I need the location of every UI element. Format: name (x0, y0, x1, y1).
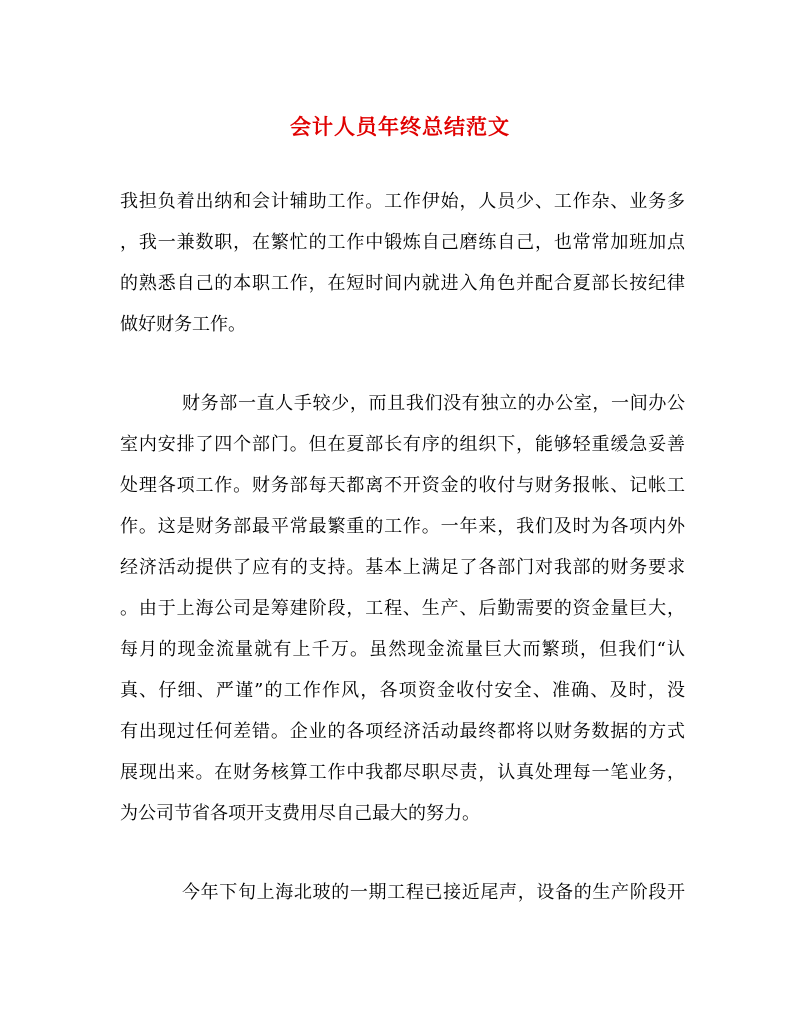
paragraph-line: 我担负着出纳和会计辅助工作。工作伊始，人员少、工作杂、业务多 (120, 191, 685, 212)
paragraph-2 (120, 383, 685, 834)
paragraph-line: 的熟悉自己的本职工作，在短时间内就进入角色并配合夏部长按纪律 (120, 273, 685, 294)
paragraph-line: 处理各项工作。财务部每天都离不开资金的收付与财务报帐、记帐工 (120, 475, 685, 496)
paragraph-line: 为公司节省各项开支费用尽自己最大的努力。 (120, 803, 480, 824)
paragraph-line: 经济活动提供了应有的支持。基本上满足了各部门对我部的财务要求 (120, 557, 685, 578)
paragraph-3 (120, 872, 685, 913)
paragraph-line: 今年下旬上海北玻的一期工程已接近尾声，设备的生产阶段开 (182, 882, 685, 903)
paragraph-line: 做好财务工作。 (120, 314, 246, 335)
paragraph-line: 。由于上海公司是筹建阶段，工程、生产、后勤需要的资金量巨大， (120, 598, 685, 619)
paragraph-1 (120, 181, 685, 345)
paragraph-line: 作。这是财务部最平常最繁重的工作。一年来，我们及时为各项内外 (120, 516, 685, 537)
paragraph-line: 室内安排了四个部门。但在夏部长有序的组织下，能够轻重缓急妥善 (120, 434, 685, 455)
paragraph-line: 有出现过任何差错。企业的各项经济活动最终都将以财务数据的方式 (120, 721, 685, 742)
paragraph-line: 每月的现金流量就有上千万。虽然现金流量巨大而繁琐，但我们“认 (120, 639, 685, 660)
paragraph-line: 财务部一直人手较少，而且我们没有独立的办公室，一间办公 (182, 393, 685, 414)
document-title: 会计人员年终总结范文 (290, 114, 510, 139)
paragraph-line: 真、仔细、严谨”的工作作风，各项资金收付安全、准确、及时，没 (120, 680, 685, 701)
paragraph-line: 展现出来。在财务核算工作中我都尽职尽责，认真处理每一笔业务， (120, 762, 685, 783)
paragraph-line: ，我一兼数职，在繁忙的工作中锻炼自己磨练自己，也常常加班加点 (120, 232, 685, 253)
